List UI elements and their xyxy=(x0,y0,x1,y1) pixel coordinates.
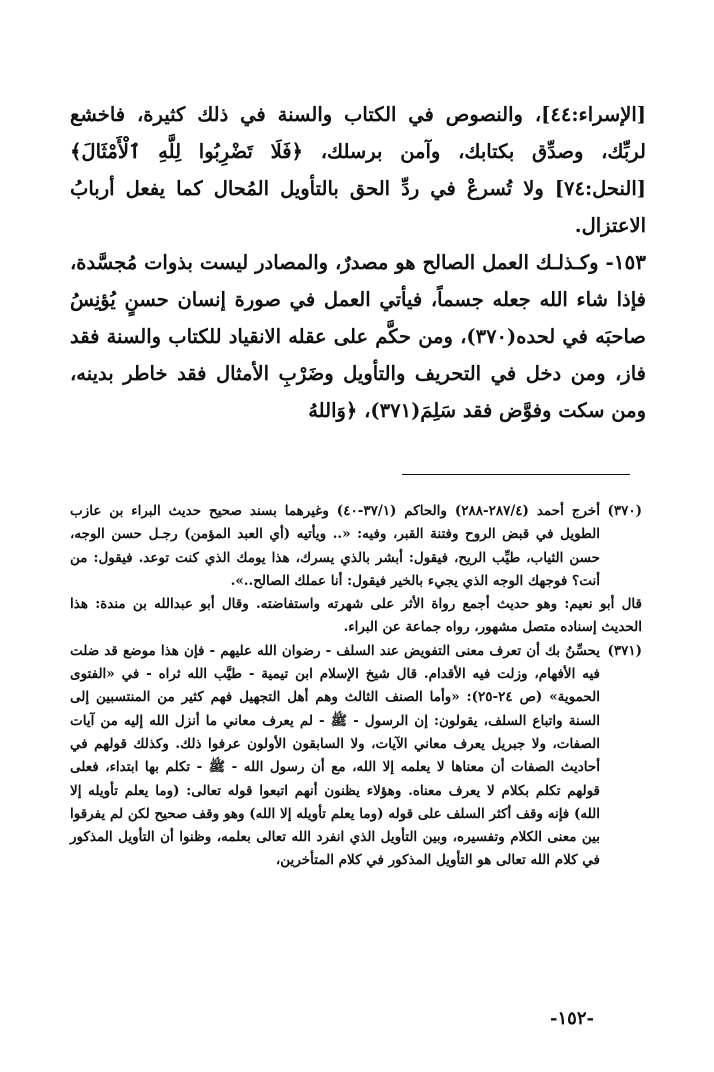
footnote-paragraph: أخرج أحمد (٢٨٧/٤-٢٨٨) والحاكم (٣٧/١-٤٠) وغيرهما بسند صحيح حديث البراء بن عازب الطويل في قبض الروح وفتنة القبر، وفيه: «.. ويأتيه (أي العبد المؤمن) رجـل حسن الوجه، حسن الثياب، طيِّب الريح، فيقول: أبشر بالذي يسرك، هذا يومك الذي كنت توعد. فيقول: من أنت؟ فوجهك الوجه الذي يجيء بالخير فيقول: أنا عملك الصالح..». xyxy=(70,503,600,589)
footnote-number: (٣٧١) xyxy=(607,642,642,659)
footnote-370 xyxy=(70,500,642,640)
footnote-paragraph: قال أبو نعيم: وهو حديث أجمع رواة الأثر على شهرته واستفاضته. وقال أبو عبدالله بن مندة: هذا الحديث إسناده متصل مشهور، رواه جماعة عن البراء. xyxy=(70,596,642,636)
footnote-text xyxy=(70,640,600,873)
footnote-371 xyxy=(70,640,642,873)
footnote-number: (٣٧٠) xyxy=(607,503,642,519)
main-paragraph-continuation: [الإسراء:٤٤]، والنصوص في الكتاب والسنة في ذلك كثيرة، فاخشع لربِّك، وصدِّق بكتابك، وآمن برسلك، ﴿فَلَا تَضْرِبُوا لِلَّهِ ٱلْأَمْثَالَ﴾ [النحل:٧٤] ولا تُسرعْ في ردِّ الحق بالتأويل المُحال كما يفعل أربابُ الاعتزال. xyxy=(70,103,646,237)
paragraph-153 xyxy=(70,244,646,429)
paragraph-153-text: وكـذلـك العمل الصالح هو مصدرٌ، والمصادر ليست بذوات مُجسَّدة، فإذا شاء الله جعله جسماً، فيأتي العمل في صورة إنسان حسنٍ يُؤنِسُ صاحبَه في لحده(٣٧٠)، ومن حكَّم على عقله الانقياد للكتاب والسنة فقد فاز، ومن دخل في التحريف والتأويل وضَرْبِ الأمثال فقد خاطر بدينه، ومن سكت وفوَّض فقد سَلِمَ(٣٧١)، ﴿وَاللهُ xyxy=(70,251,646,422)
main-text xyxy=(70,96,646,429)
footnote-separator-line xyxy=(402,474,630,475)
paragraph-number: ١٥٣- xyxy=(605,250,646,274)
footnotes xyxy=(70,500,642,873)
footnote-paragraph: يحسِّنُ بك أن تعرف معنى التفويض عند السلف - رضوان الله عليهم - فإن هذا موضع قد ضلت فيه الأفهام، وزلت فيه الأقدام. قال شيخ الإسلام ابن تيمية - طيَّب الله ثراه - في «الفتوى الحموية» (ص ٢٤-٢٥): «وأما الصنف الثالث وهم أهل التجهيل فهم كثير من المنتسبين إلى السنة واتباع السلف، يقولون: إن الرسول - ﷺ - لم يعرف معاني ما أنزل الله إليه من آيات الصفات، ولا جبريل يعرف معاني الآيات، ولا السابقون الأولون عرفوا ذلك. وكذلك قولهم في أحاديث الصفات أن معناها لا يعلمه إلا الله، مع أن رسول الله - ﷺ - تكلم بها ابتداء، فعلى قولهم تكلم بكلام لا يعرف معناه. وهؤلاء يظنون أنهم اتبعوا قوله تعالى: (وما يعلم تأويله إلا الله) فإنه وقف أكثر السلف على قوله (وما يعلم تأويله إلا الله) وهو وقف صحيح لكن لم يفرقوا بين معنى الكلام وتفسيره، وبين التأويل الذي انفرد الله تعالى بعلمه، وظنوا أن التأويل المذكور في كلام الله تعالى هو التأويل المذكور في كلام المتأخرين، xyxy=(70,642,600,869)
page-number: -١٥٢- xyxy=(550,1008,594,1029)
